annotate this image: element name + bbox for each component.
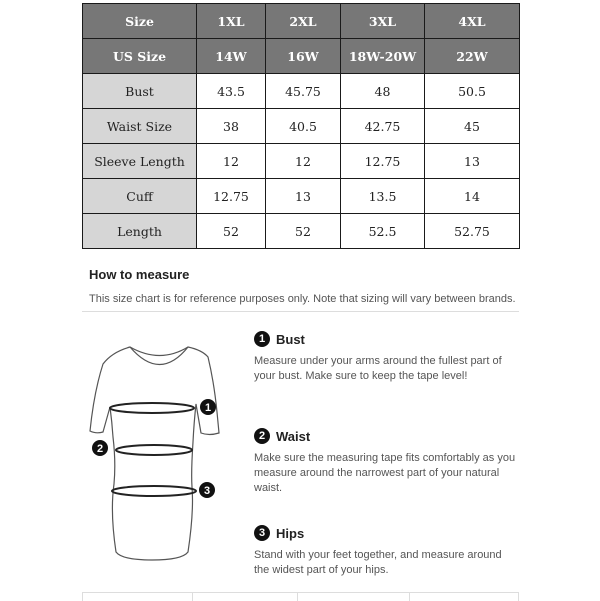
table-row [83,109,520,144]
table-cell: 48 [341,74,425,109]
table-cell: 42.75 [341,109,425,144]
header-cell: 1XL [197,4,266,39]
hips-marker [199,482,215,498]
bust-section [254,328,519,384]
number-two-icon: 2 [254,428,270,444]
table-cell: 12 [197,144,266,179]
table-cell: 13 [425,144,520,179]
section-description: Make sure the measuring tape fits comfortably as you measure around the narrowest part of your natural waist. [254,452,516,494]
table-cell: 38 [197,109,266,144]
section-title: Bust [276,331,305,347]
row-label: Cuff [83,179,197,214]
table-cell: 52.75 [425,214,520,249]
header-cell: 2XL [266,4,341,39]
table-cell: 43.5 [197,74,266,109]
bust-marker [200,399,216,415]
table-row [83,179,520,214]
table-cell: 52.5 [341,214,425,249]
table-header-row [83,4,520,39]
marker-label: 1 [204,402,212,414]
table-cell: 13.5 [341,179,425,214]
table-cell: 40.5 [266,109,341,144]
marker-label: 3 [203,485,211,497]
table-cell: 14 [425,179,520,214]
number-one-icon: 1 [254,331,270,347]
table-row [83,74,520,109]
header-cell: Size [83,4,197,39]
table-cell: 12.75 [341,144,425,179]
number-three-icon: 3 [254,525,270,541]
waist-marker [92,440,108,456]
measurement-guide [82,311,519,601]
size-chart-table [82,3,520,249]
section-description: Stand with your feet together, and measure around the widest part of your hips. [254,549,502,576]
size-chart-note: This size chart is for reference purposes only. Note that sizing will vary between brands. [89,293,516,305]
header-cell: 18W-20W [341,39,425,74]
header-cell: 14W [197,39,266,74]
dress-illustration-icon [82,312,247,601]
row-label: Sleeve Length [83,144,197,179]
header-cell: 4XL [425,4,520,39]
header-cell: 3XL [341,4,425,39]
table-cell: 45 [425,109,520,144]
table-cell: 12 [266,144,341,179]
section-title: Waist [276,428,311,444]
dress-outline [90,347,219,560]
us-size-row [83,39,520,74]
section-description: Measure under your arms around the fullest part of your bust. Make sure to keep the tape level! [254,355,502,382]
section-title: Hips [276,525,305,541]
how-to-measure-title: How to measure [89,267,190,282]
table-cell: 52 [266,214,341,249]
row-label: Waist Size [83,109,197,144]
table-row [83,214,520,249]
table-cell: 45.75 [266,74,341,109]
hips-section [254,522,519,578]
row-label: Length [83,214,197,249]
header-cell: US Size [83,39,197,74]
table-row [83,144,520,179]
header-cell: 16W [266,39,341,74]
waist-section [254,425,519,496]
table-cell: 13 [266,179,341,214]
header-cell: 22W [425,39,520,74]
row-label: Bust [83,74,197,109]
table-cell: 12.75 [197,179,266,214]
marker-label: 2 [96,443,104,455]
table-cell: 50.5 [425,74,520,109]
table-cell: 52 [197,214,266,249]
